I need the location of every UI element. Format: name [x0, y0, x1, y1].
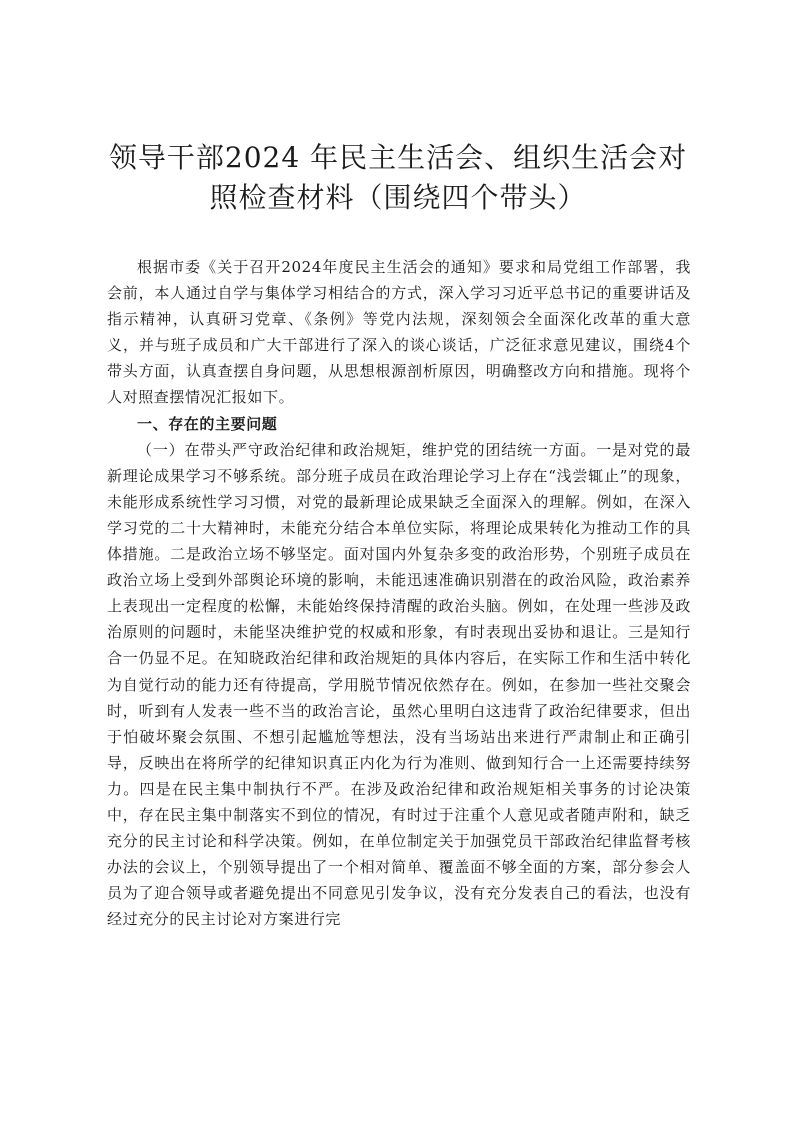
section-heading: 一、存在的主要问题	[137, 414, 278, 433]
document-title	[92, 138, 704, 218]
intro-paragraph: 根据市委《关于召开2024年度民主生活会的通知》要求和局党组工作部署，我会前，本人通过自学与集体学习相结合的方式，深入学习习近平总书记的重要讲话及指示精神，认真研习党章、《条例》等党内法规，深刻领会全面深化改革的重大意义，并与班子成员和广大干部进行了深入的谈心谈话，广泛征求意见建议，围绕4个带头方面，认真查摆自身问题，从思想根源剖析原因，明确整改方向和措施。现将个人对照查摆情况汇报如下。	[107, 258, 691, 407]
section-paragraph: （一）在带头严守政治纪律和政治规矩，维护党的团结统一方面。一是对党的最新理论成果学习不够系统。部分班子成员在政治理论学习上存在“浅尝辄止”的现象，未能形成系统性学习习惯，对党的最新理论成果缺乏全面深入的理解。例如，在深入学习党的二十大精神时，未能充分结合本单位实际，将理论成果转化为推动工作的具体措施。二是政治立场不够坚定。面对国内外复杂多变的政治形势，个别班子成员在政治立场上受到外部舆论环境的影响，未能迅速准确识别潜在的政治风险，政治素养上表现出一定程度的松懈，未能始终保持清醒的政治头脑。例如，在处理一些涉及政治原则的问题时，未能坚决维护党的权威和形象，有时表现出妥协和退让。三是知行合一仍显不足。在知晓政治纪律和政治规矩的具体内容后，在实际工作和生活中转化为自觉行动的能力还有待提高，学用脱节情况依然存在。例如，在参加一些社交聚会时，听到有人发表一些不当的政治言论，虽然心里明白这违背了政治纪律要求，但出于怕破坏聚会氛围、不想引起尴尬等想法，没有当场站出来进行严肃制止和正确引导，反映出在将所学的纪律知识真正内化为行为准则、做到知行合一上还需要持续努力。四是在民主集中制执行不严。在涉及政治纪律和政治规矩相关事务的讨论决策中，存在民主集中制落实不到位的情况，有时过于注重个人意见或者随声附和，缺乏充分的民主讨论和科学决策。例如，在单位制定关于加强党员干部政治纪律监督考核办法的会议上，个别领导提出了一个相对简单、覆盖面不够全面的方案，部分参会人员为了迎合领导或者避免提出不同意见引发争议，没有充分发表自己的看法，也没有经过充分的民主讨论对方案进行完	[107, 440, 691, 929]
title-line-1: 领导干部2024 年民主生活会、组织生活会对	[108, 141, 688, 174]
title-line-2: 照检查材料（围绕四个带头）	[209, 181, 587, 214]
document-body	[107, 254, 691, 932]
